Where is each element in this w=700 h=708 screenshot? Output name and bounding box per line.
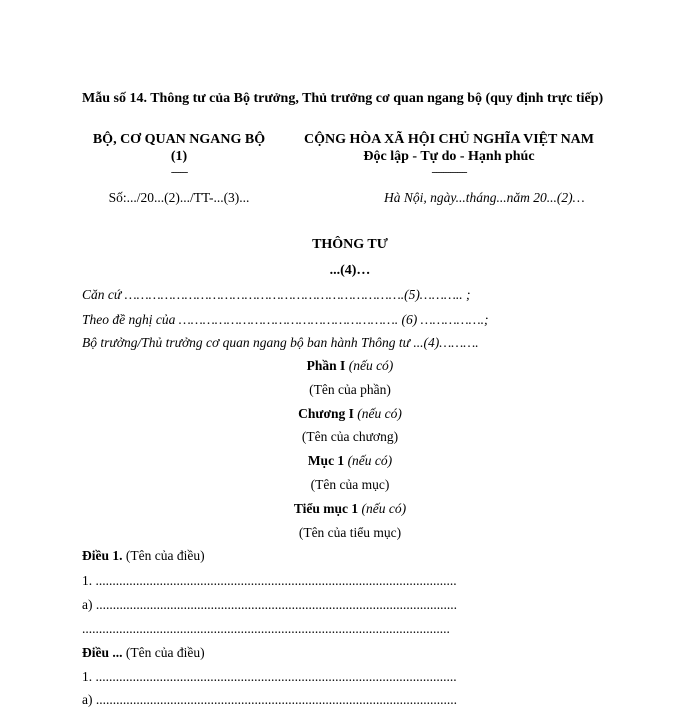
section-heading	[150, 453, 550, 469]
preamble-issuance: Bộ trưởng/Thủ trưởng cơ quan ngang bộ ban hành Thông tư ...(4)……….	[82, 335, 479, 350]
subsection-heading	[150, 501, 550, 517]
subsection-note: (nếu có)	[361, 501, 407, 516]
chapter-name: (Tên của chương)	[301, 429, 399, 444]
article-1-heading	[82, 548, 205, 564]
part-note: (nếu có)	[348, 358, 394, 373]
part-name: (Tên của phần)	[309, 382, 391, 397]
form-title: Mẫu số 14. Thông tư của Bộ trưởng, Thủ trưởng cơ quan ngang bộ (quy định trực tiếp)	[82, 91, 604, 106]
preamble-proposal: Theo đề nghị của ………………………………………………. (6) …………….;	[82, 312, 489, 327]
article-n-clause: 1. ...........................................................................................................	[82, 669, 457, 684]
chapter-heading	[150, 406, 550, 422]
chapter-label: Chương I	[298, 406, 354, 421]
agency-rule: -------	[170, 167, 188, 178]
article-n-point: a) ...........................................................................................................	[82, 692, 457, 707]
document-subject: ...(4)…	[329, 263, 371, 278]
preamble-legal-basis: Căn cứ …………………………………………………………….(5)……….. ;	[82, 287, 471, 302]
section-label: Mục 1	[307, 453, 345, 468]
section-note: (nếu có)	[347, 453, 393, 468]
article-n-name: (Tên của điều)	[125, 645, 205, 660]
document-type: THÔNG TƯ	[312, 237, 388, 252]
subsection-name: (Tên của tiểu mục)	[298, 525, 402, 540]
part-label: Phần I	[306, 358, 346, 373]
article-1-clause: 1. ...........................................................................................................	[82, 573, 457, 588]
nation-name: CỘNG HÒA XÃ HỘI CHỦ NGHĨA VIỆT NAM	[303, 132, 594, 147]
chapter-note: (nếu có)	[357, 406, 402, 421]
article-n-heading	[82, 645, 205, 661]
motto-rule: ---------------	[431, 167, 467, 178]
article-1-more: .............................................................................................................	[82, 621, 450, 636]
article-1-name: (Tên của điều)	[125, 548, 205, 563]
part-heading	[150, 358, 550, 374]
document-number: Số:.../20...(2).../TT-...(3)...	[108, 190, 250, 205]
article-1-label: Điều 1.	[82, 548, 123, 563]
agency-note: (1)	[170, 149, 188, 164]
article-n-label: Điều ...	[82, 645, 123, 660]
subsection-label: Tiểu mục 1	[293, 501, 359, 516]
section-name: (Tên của mục)	[310, 477, 390, 492]
article-1-point: a) ...........................................................................................................	[82, 597, 457, 612]
place-date: Hà Nội, ngày...tháng...năm 20...(2)…	[384, 190, 585, 205]
national-motto: Độc lập - Tự do - Hạnh phúc	[363, 149, 535, 164]
agency-name: BỘ, CƠ QUAN NGANG BỘ	[92, 132, 266, 147]
